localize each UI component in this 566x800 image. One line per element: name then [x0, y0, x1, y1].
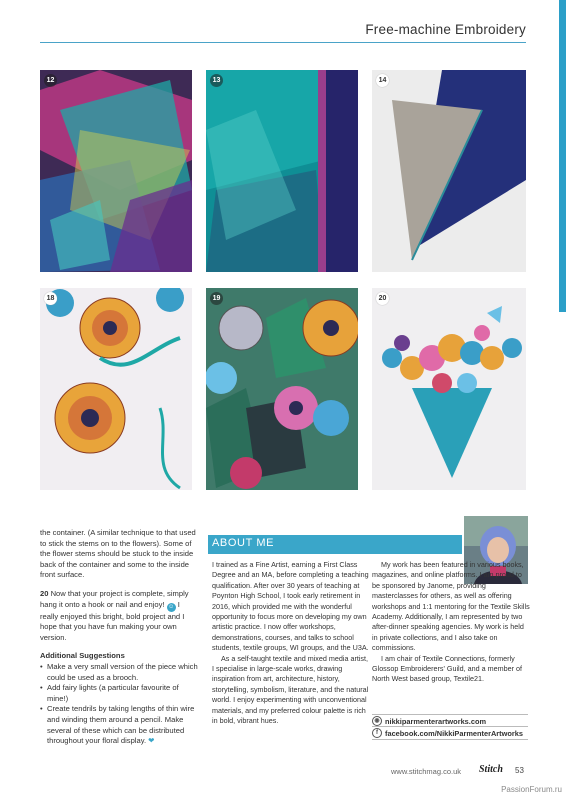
photo-14-image: [372, 70, 526, 272]
facebook-contact[interactable]: [372, 728, 523, 738]
about-heading-bar: [208, 535, 462, 554]
step-number: 20: [40, 588, 49, 598]
footer-brand: Stitch: [479, 764, 503, 775]
photo-19: [206, 288, 358, 490]
list-item: • Add fairy lights (a particular favourite of mine!): [47, 683, 200, 704]
page-number: 53: [515, 766, 524, 775]
page-header-title: Free-machine Embroidery: [365, 22, 526, 37]
suggestions-heading: Additional Suggestions: [40, 651, 125, 661]
contact-divider: [372, 739, 528, 740]
photo-18: [40, 288, 192, 490]
about-paragraph: My work has been featured in various books, magazines, and online platforms. I am proud to be sponsored by Janome, providing masterclasses for others, as well as offering workshops and 1:1 mentoring for the Textile Skills Academy. Additionally, I am represented by two after-dinner speaking agencies. My work is held in private collections, and I also take on commissions.: [372, 560, 530, 653]
step-text: Now that your project is complete, simply hang it onto a hook or nail and enjoy!: [40, 588, 189, 609]
about-paragraph: As a self-taught textile and mixed media artist, I specialise in large-scale works, drawing inspiration from art, architecture, history, storytelling, symbolism, literature, and the natural world. I enjoy experimenting with unconventional materials, and my preferred colour palette is rich in bold, vibrant hues.: [212, 653, 369, 726]
step-20-paragraph: [40, 589, 200, 643]
globe-icon: ◉: [372, 716, 382, 726]
about-column-2: [372, 560, 530, 685]
photo-number-badge: 12: [44, 74, 57, 87]
header-divider: [40, 42, 526, 43]
about-heading: ABOUT ME: [212, 537, 275, 549]
contact-divider: [372, 714, 528, 715]
contact-divider: [372, 726, 528, 727]
facebook-link[interactable]: facebook.com/NikkiParmenterArtworks: [385, 728, 524, 738]
about-paragraph: I trained as a Fine Artist, earning a First Class Degree and an MA, before completing a teaching qualification. After over 30 years of teaching at Poynton High School, I took early retirement in 2016, which provided me with the wonderful opportunity to focus more on developing my own artistic practice. I now offer workshops, demonstrations, courses, and talks to school students, textile groups, WI groups, and the U3A.: [212, 560, 369, 653]
photo-12-image: [40, 70, 192, 272]
photo-number-badge: 14: [376, 74, 389, 87]
photo-20-image: [372, 288, 526, 490]
photo-20: [372, 288, 526, 490]
section-tab-bar: [559, 0, 566, 312]
photo-19-image: [206, 288, 358, 490]
watermark: PassionForum.ru: [501, 785, 562, 794]
photo-13-image: [206, 70, 358, 272]
website-contact[interactable]: [372, 716, 486, 726]
suggestions-list: [40, 662, 200, 747]
photo-number-badge: 18: [44, 292, 57, 305]
website-link[interactable]: nikkiparmenterartworks.com: [385, 716, 487, 726]
photo-14: [372, 70, 526, 272]
left-column-text: [40, 528, 200, 747]
photo-13: [206, 70, 358, 272]
step-text-continued: I really enjoyed this bright, bold project and I hope that you have fun making your own version.: [40, 599, 185, 642]
list-item: • Create tendrils by taking lengths of thin wire and winding them around a pencil. Make several of these which can be distributed throughout your floral display. ❤: [47, 704, 200, 746]
footer-url: www.stitchmag.co.uk: [391, 767, 462, 776]
about-column-1: [212, 560, 370, 727]
photo-number-badge: 13: [210, 74, 223, 87]
photo-18-image: [40, 288, 192, 490]
about-paragraph: I am chair of Textile Connections, formerly Glossop Embroiderers' Guild, and a member of North West based group, Textile21.: [372, 653, 522, 684]
photo-number-badge: 20: [376, 292, 389, 305]
step-paragraph: the container. (A similar technique to that used to stick the stems on to the flowers). Some of the flower stems should be stuck to the inside back of the container and some to the inside front surface.: [40, 528, 196, 580]
facebook-icon: f: [372, 728, 382, 738]
photo-number-badge: 19: [210, 292, 223, 305]
list-item: • Make a very small version of the piece which could be used as a brooch.: [47, 662, 200, 683]
smiley-icon: ☺: [168, 603, 175, 610]
heart-icon: ❤: [148, 736, 155, 746]
photo-12: [40, 70, 192, 272]
